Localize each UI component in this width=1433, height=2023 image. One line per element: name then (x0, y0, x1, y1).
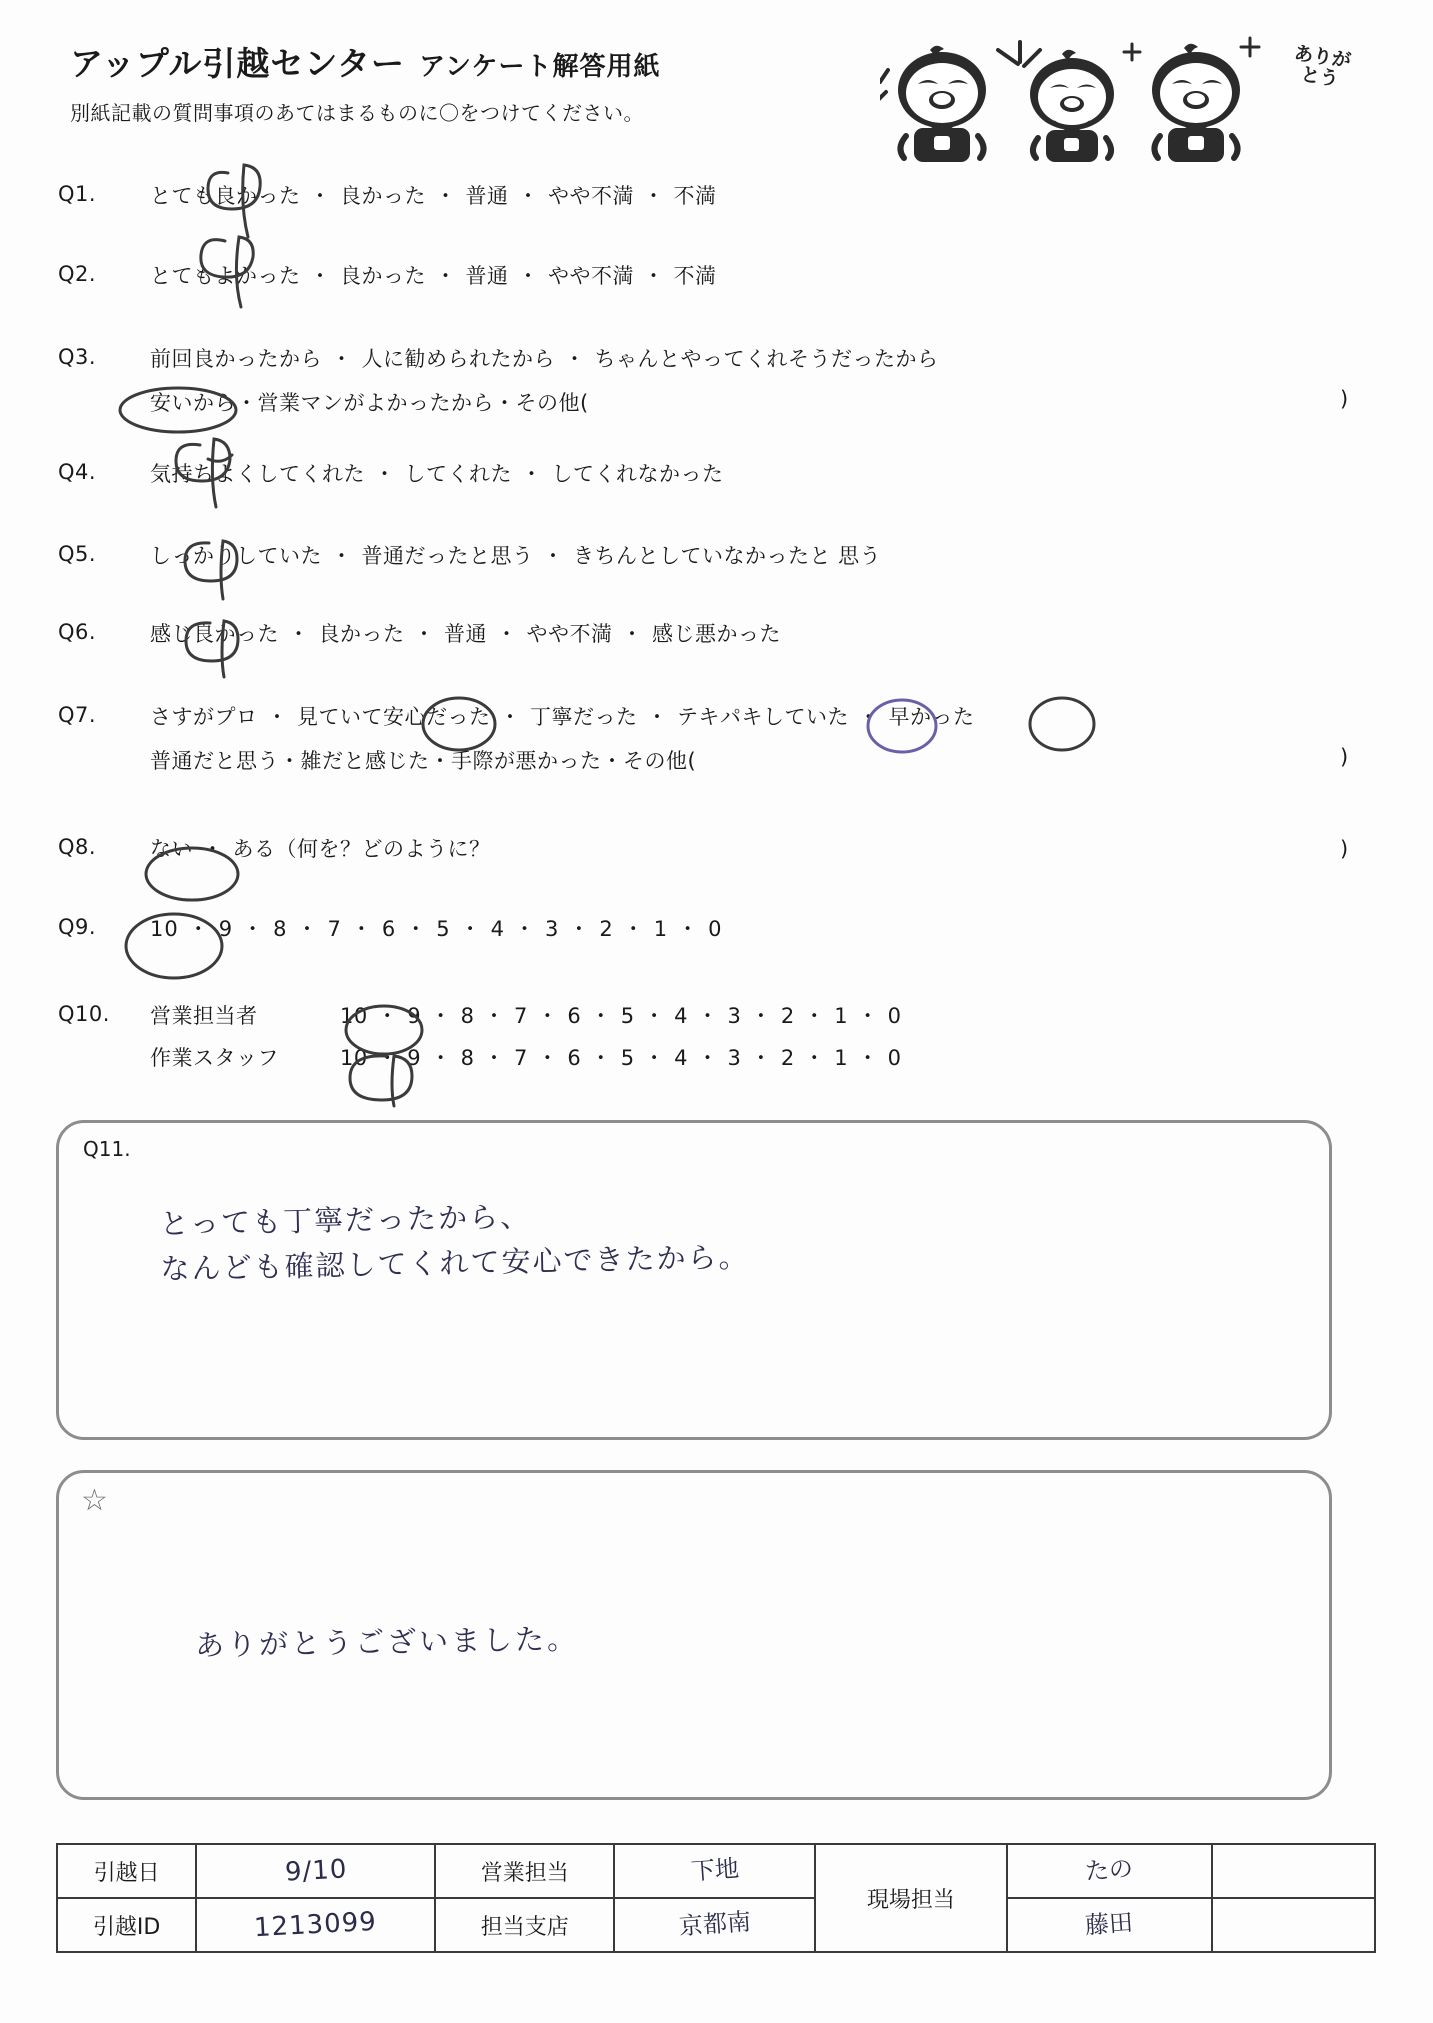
site-manager-handwritten-2: 藤田 (1084, 1908, 1135, 1940)
q3-option-1[interactable]: 人に勧められたから (361, 347, 555, 371)
q2-option-2[interactable]: 普通 (465, 264, 509, 288)
question-q5 (58, 542, 1368, 570)
q10-sales-scale: 10 ・ 9 ・ 8 ・ 7 ・ 6 ・ 5 ・ 4 ・ 3 ・ 2 ・ 1 ・ 0 (340, 1004, 902, 1028)
footer-blank-2[interactable] (1212, 1898, 1375, 1952)
q1-option-0[interactable]: とても良かった (150, 184, 301, 208)
q7-option-2[interactable]: 丁寧だった (530, 705, 638, 729)
q6-option-3[interactable]: やや不満 (526, 622, 613, 646)
question-q3 (58, 345, 1368, 417)
q7-option-6[interactable]: 雑だと感じた (300, 749, 430, 774)
q9-score-2[interactable]: 2 (599, 917, 614, 941)
q10-staff-8[interactable]: 8 (460, 1046, 475, 1071)
star-icon: ☆ (81, 1483, 108, 1518)
q3-option-3[interactable]: 安いから (150, 391, 236, 416)
q9-score-10[interactable]: 10 (150, 917, 179, 941)
q10-staff-7[interactable]: 7 (513, 1046, 528, 1071)
q10-sales-5[interactable]: 5 (620, 1004, 635, 1028)
q10-staff-10[interactable]: 10 (340, 1046, 368, 1071)
q9-score-8[interactable]: 8 (273, 917, 288, 941)
q4-label: Q4. (58, 460, 97, 484)
q7-option-7[interactable]: 手際が悪かった (451, 749, 602, 774)
q6-option-2[interactable]: 普通 (444, 622, 487, 646)
sales-rep-handwritten: 下地 (689, 1854, 740, 1886)
q6-options: 感じ良かった ・ 良かった ・ 普通 ・ やや不満 ・ 感じ悪かった (150, 622, 781, 646)
q2-options: とてもよかった ・ 良かった ・ 普通 ・ やや不満 ・ 不満 (150, 264, 717, 288)
q10-row-sales (150, 1002, 1368, 1030)
q5-option-0[interactable]: しっかりしていた (150, 544, 322, 568)
q1-option-4[interactable]: 不満 (673, 184, 717, 208)
footer-value-sales-rep[interactable] (614, 1844, 815, 1898)
thanks-label: ありがとう (1292, 42, 1353, 91)
q9-score-1[interactable]: 1 (653, 917, 669, 941)
q6-option-0[interactable]: 感じ良かった (150, 622, 279, 646)
q8-label: Q8. (58, 835, 97, 859)
q7-options-line1: さすがプロ ・ 見ていて安心だった ・ 丁寧だった ・ テキパキしていた ・ 早かった (150, 705, 975, 729)
footer-label-branch: 担当支店 (435, 1898, 614, 1952)
footer-value-branch[interactable] (614, 1898, 815, 1952)
q10-sales-6[interactable]: 6 (567, 1004, 582, 1028)
q10-sales-label: 営業担当者 (150, 1004, 258, 1028)
q10-staff-scale: 10 ・ 9 ・ 8 ・ 7 ・ 6 ・ 5 ・ 4 ・ 3 ・ 2 ・ 1 ・ 0 (340, 1046, 902, 1071)
q10-staff-5[interactable]: 5 (620, 1046, 635, 1071)
q9-score-7[interactable]: 7 (327, 917, 342, 941)
branch-handwritten: 京都南 (677, 1907, 752, 1941)
footer-label-move-date: 引越日 (57, 1844, 196, 1898)
q3-options-line1: 前回良かったから ・ 人に勧められたから ・ ちゃんとやってくれそうだったから (150, 347, 939, 371)
q10-sales-7[interactable]: 7 (513, 1004, 528, 1028)
question-q7 (58, 703, 1368, 775)
q10-sales-8[interactable]: 8 (460, 1004, 475, 1028)
mascot-illustration (880, 30, 1360, 175)
q3-close-paren: ) (1340, 387, 1349, 412)
q1-option-1[interactable]: 良かった (340, 184, 426, 208)
q9-score-0[interactable]: 0 (708, 917, 723, 941)
q10-label: Q10. (58, 1002, 110, 1026)
document-type: アンケート解答用紙 (419, 52, 661, 82)
q7-close-paren: ) (1340, 745, 1349, 770)
q1-options: とても良かった ・ 良かった ・ 普通 ・ やや不満 ・ 不満 (150, 184, 717, 208)
q10-staff-9[interactable]: 9 (407, 1046, 422, 1071)
q7-option-0[interactable]: さすがプロ (150, 705, 258, 729)
q3-option-2[interactable]: ちゃんとやってくれそうだったから (594, 347, 939, 371)
q10-staff-2[interactable]: 2 (780, 1046, 795, 1071)
free-comment-handwritten-answer: ありがとうございました。 (194, 1621, 580, 1663)
q10-sales-4[interactable]: 4 (674, 1004, 688, 1028)
q5-label: Q5. (58, 542, 97, 566)
q2-label: Q2. (58, 262, 97, 286)
q4-option-0[interactable]: 気持ちよくしてくれた (150, 462, 365, 486)
q9-score-6[interactable]: 6 (381, 917, 397, 941)
footer-blank-1[interactable] (1212, 1844, 1375, 1898)
q7-option-5[interactable]: 普通だと思う (150, 749, 279, 774)
q9-scale: 10 ・ 9 ・ 8 ・ 7 ・ 6 ・ 5 ・ 4 ・ 3 ・ 2 ・ 1 ・ 0 (150, 917, 723, 941)
q5-option-1[interactable]: 普通だったと思う (361, 544, 534, 568)
q5-option-2[interactable]: きちんとしていなかったと 思う (573, 544, 882, 568)
q6-label: Q6. (58, 620, 97, 644)
q7-option-other[interactable]: その他( (623, 749, 697, 774)
q10-sales-0[interactable]: 0 (887, 1004, 902, 1028)
q10-sales-1[interactable]: 1 (834, 1004, 849, 1028)
footer-value-site-manager-1[interactable] (1007, 1844, 1212, 1898)
q3-label: Q3. (58, 345, 97, 369)
q2-option-3[interactable]: やや不満 (548, 264, 634, 288)
q10-staff-3[interactable]: 3 (727, 1046, 742, 1071)
table-row (57, 1844, 1375, 1898)
move-date-handwritten: 9/10 (283, 1854, 348, 1888)
footer-label-site-manager: 現場担当 (815, 1844, 1007, 1952)
q10-staff-6[interactable]: 6 (567, 1046, 582, 1071)
question-q9 (58, 915, 1368, 943)
question-q1 (58, 182, 1368, 210)
q3-option-0[interactable]: 前回良かったから (150, 347, 322, 371)
q3-options-line2: 安いから・営業マンがよかったから・その他( ) (150, 387, 1349, 416)
footer-value-move-date[interactable] (196, 1844, 435, 1898)
question-q6 (58, 620, 1368, 648)
q9-score-3[interactable]: 3 (544, 917, 560, 941)
q4-option-2[interactable]: してくれなかった (551, 462, 724, 486)
q3-option-other[interactable]: その他( (515, 391, 589, 416)
q6-option-4[interactable]: 感じ悪かった (652, 622, 781, 646)
q7-option-4[interactable]: 早かった (888, 705, 975, 729)
q10-sales-3[interactable]: 3 (727, 1004, 742, 1028)
q9-score-9[interactable]: 9 (218, 917, 234, 941)
question-q8 (58, 835, 1368, 863)
q2-option-0[interactable]: とてもよかった (150, 264, 301, 288)
q9-score-4[interactable]: 4 (490, 917, 505, 941)
q10-staff-0[interactable]: 0 (887, 1046, 902, 1071)
footer-value-site-manager-2[interactable] (1007, 1898, 1212, 1952)
instruction-text: 別紙記載の質問事項のあてはまるものに〇をつけてください。 (70, 101, 644, 125)
q9-label: Q9. (58, 915, 97, 939)
q11-label: Q11. (83, 1137, 131, 1161)
q8-option-1[interactable]: ある（何を？どのように？ (232, 837, 491, 861)
q10-sales-10[interactable]: 10 (340, 1004, 368, 1028)
q4-options: 気持ちよくしてくれた ・ してくれた ・ してくれなかった (150, 462, 724, 486)
site-manager-handwritten-1: たの (1084, 1854, 1135, 1886)
q7-label: Q7. (58, 703, 97, 727)
q7-option-1[interactable]: 見ていて安心だった (297, 705, 491, 729)
q5-options: しっかりしていた ・ 普通だったと思う ・ きちんとしていなかったと 思う (150, 544, 882, 568)
q1-option-2[interactable]: 普通 (465, 184, 509, 208)
table-row (57, 1898, 1375, 1952)
q4-option-1[interactable]: してくれた (404, 462, 512, 486)
q11-handwritten-answer: とっても丁寧だったから、 なんども確認してくれて安心できたから。 (159, 1199, 750, 1286)
q8-options: ない ・ ある（何を？どのように？ ) (150, 835, 1368, 863)
q8-close-paren: ) (1340, 837, 1349, 861)
q10-row-staff (150, 1044, 1368, 1072)
question-q10 (58, 1002, 1368, 1073)
q2-option-1[interactable]: 良かった (340, 264, 426, 288)
footer-table (56, 1843, 1376, 1953)
question-q4 (58, 460, 1368, 488)
q6-option-1[interactable]: 良かった (318, 622, 405, 646)
q3-option-4[interactable]: 営業マンがよかったから (257, 391, 494, 416)
move-id-handwritten: 1213099 (253, 1906, 378, 1944)
footer-value-move-id[interactable] (196, 1898, 435, 1952)
q7-option-3[interactable]: テキパキしていた (677, 705, 849, 729)
footer-label-sales-rep: 営業担当 (435, 1844, 614, 1898)
footer-label-move-id: 引越ID (57, 1898, 196, 1952)
q10-staff-4[interactable]: 4 (674, 1046, 688, 1071)
q10-staff-label: 作業スタッフ (150, 1046, 279, 1071)
question-q2 (58, 262, 1368, 290)
q8-option-0[interactable]: ない (150, 837, 193, 861)
q10-sales-2[interactable]: 2 (780, 1004, 795, 1028)
q2-option-4[interactable]: 不満 (673, 264, 717, 288)
mascot-apple-characters (880, 30, 1360, 180)
q10-staff-1[interactable]: 1 (834, 1046, 849, 1071)
q1-option-3[interactable]: やや不満 (548, 184, 634, 208)
q9-score-5[interactable]: 5 (436, 917, 451, 941)
company-name: アップル引越センター (70, 44, 406, 83)
q1-label: Q1. (58, 182, 97, 206)
q10-sales-9[interactable]: 9 (407, 1004, 422, 1028)
ink-mark-q5 (175, 525, 305, 625)
q7-options-line2: 普通だと思う・雑だと感じた・手際が悪かった・その他( ) (150, 745, 1349, 774)
